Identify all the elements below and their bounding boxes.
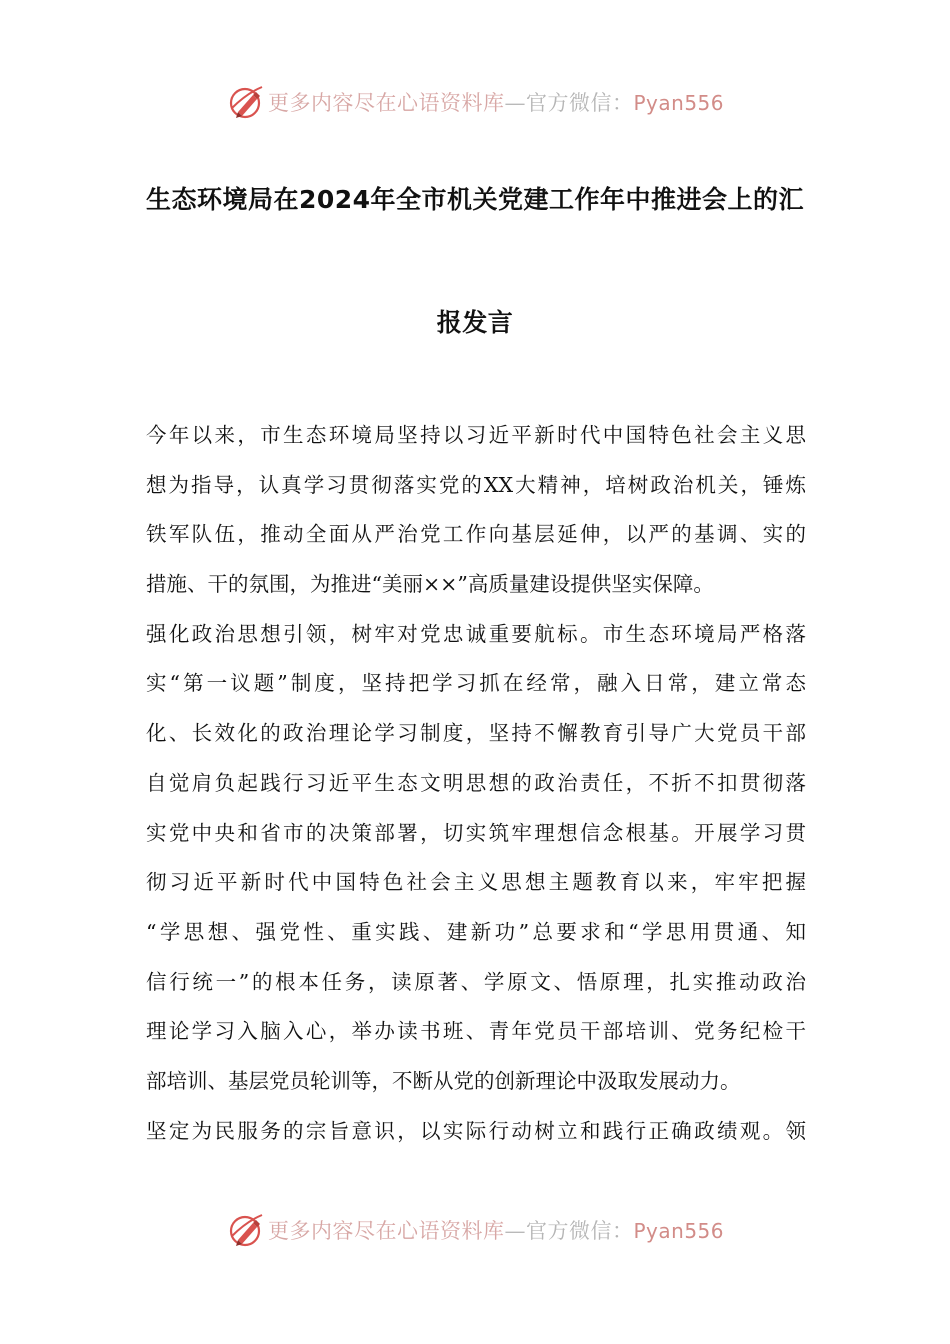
pen-circle-logo-icon bbox=[226, 82, 266, 122]
body-line: 信行统一”的根本任务，读原著、学原文、悟原理，扎实推动政治 bbox=[146, 969, 806, 994]
watermark-text bbox=[268, 1215, 724, 1245]
body-line: 理论学习入脑入心，举办读书班、青年党员干部培训、党务纪检干 bbox=[146, 1019, 806, 1044]
watermark-separator: — bbox=[504, 1219, 526, 1243]
body-line: 部培训、基层党员轮训等，不断从党的创新理论中汲取发展动力。 bbox=[146, 1068, 741, 1093]
header-watermark bbox=[0, 82, 950, 122]
watermark-contact-label: 官方微信： bbox=[525, 1219, 634, 1243]
body-line: 彻习近平新时代中国特色社会主义思想主题教育以来，牢牢把握 bbox=[146, 870, 806, 895]
watermark-contact-id: Pyan556 bbox=[633, 91, 724, 115]
watermark-brand: 更多内容尽在心语资料库 bbox=[267, 1219, 505, 1243]
body-line: 措施、干的氛围，为推进“美丽××”高质量建设提供坚实保障。 bbox=[146, 572, 714, 597]
footer-watermark bbox=[0, 1210, 950, 1250]
body-line: 实“第一议题”制度，坚持把学习抓在经常，融入日常，建立常态 bbox=[146, 671, 806, 696]
body-line: 铁军队伍，推动全面从严治党工作向基层延伸，以严的基调、实的 bbox=[146, 522, 806, 547]
pen-circle-logo-icon bbox=[226, 1210, 266, 1250]
body-line: 坚定为民服务的宗旨意识，以实际行动树立和践行正确政绩观。领 bbox=[146, 1118, 806, 1143]
document-title-line-1: 生态环境局在2024年全市机关党建工作年中推进会上的汇 bbox=[145, 185, 805, 214]
watermark-text bbox=[268, 87, 724, 117]
document-title-line-2: 报发言 bbox=[436, 308, 514, 337]
body-line: 化、长效化的政治理论学习制度，坚持不懈教育引导广大党员干部 bbox=[146, 721, 806, 746]
body-line: “学思想、强党性、重实践、建新功”总要求和“学思用贯通、知 bbox=[146, 919, 806, 944]
body-line: 实党中央和省市的决策部署，切实筑牢理想信念根基。开展学习贯 bbox=[146, 820, 806, 845]
watermark-contact-label: 官方微信： bbox=[525, 91, 634, 115]
watermark-brand: 更多内容尽在心语资料库 bbox=[267, 91, 505, 115]
watermark-separator: — bbox=[504, 91, 526, 115]
body-line: 强化政治思想引领，树牢对党忠诚重要航标。市生态环境局严格落 bbox=[146, 621, 806, 646]
body-line: 想为指导，认真学习贯彻落实党的XX大精神，培树政治机关，锤炼 bbox=[146, 472, 806, 497]
watermark-contact-id: Pyan556 bbox=[633, 1219, 724, 1243]
body-line: 自觉肩负起践行习近平生态文明思想的政治责任，不折不扣贯彻落 bbox=[146, 770, 806, 795]
document-body bbox=[146, 417, 806, 1162]
body-line: 今年以来，市生态环境局坚持以习近平新时代中国特色社会主义思 bbox=[146, 423, 806, 447]
